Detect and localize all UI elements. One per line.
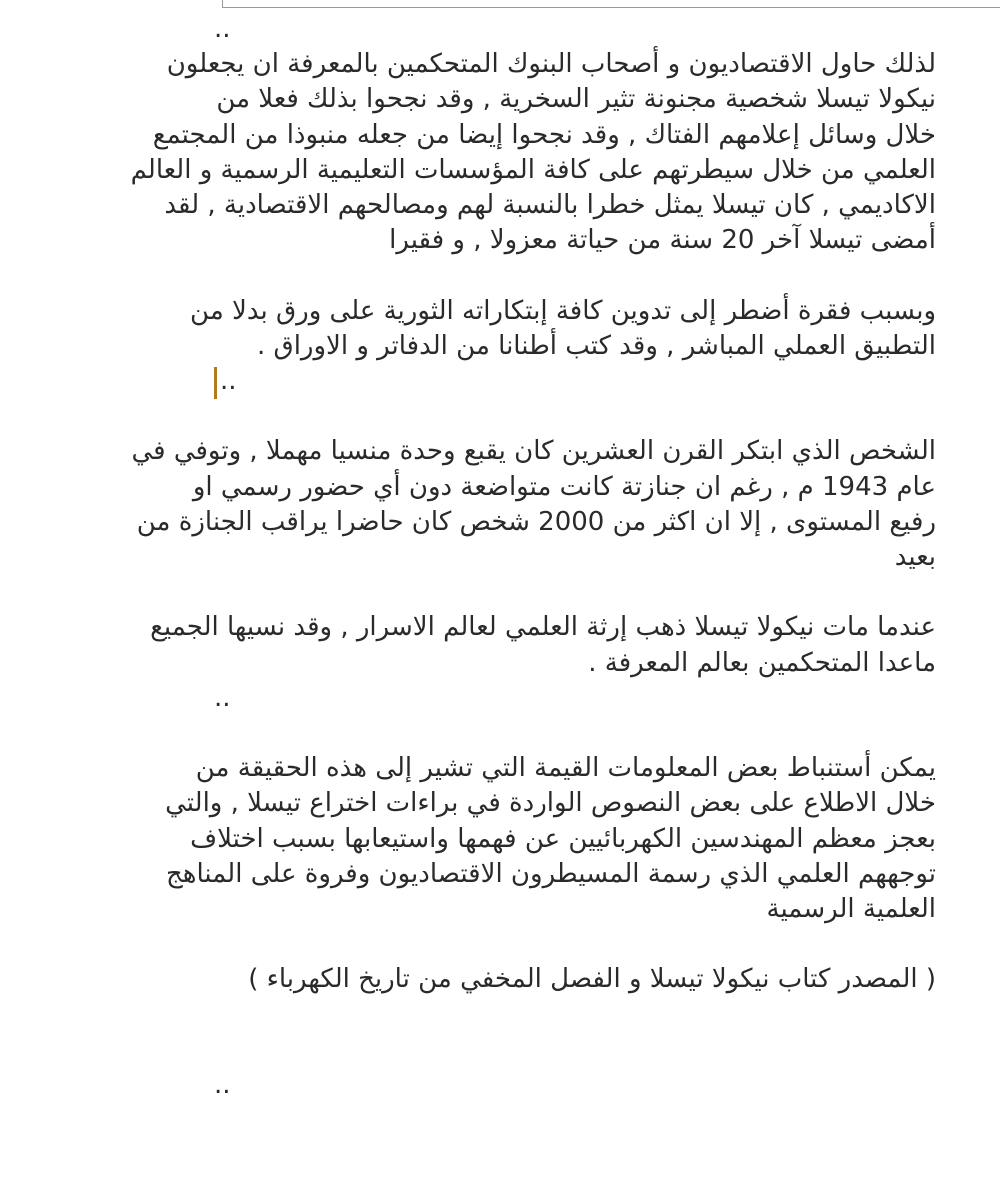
paragraph-3: الشخص الذي ابتكر القرن العشرين كان يقبع وحدة منسيا مهملا , وتوفي في عام 1943 م , رغم ان جنازتة كانت متواضعة دون أي حضور رسمي او رفيع المستوى , إلا ان اكثر من 2000 شخص كان حاضرا يراقب الجنازة من بعيد [131,436,936,572]
source-line: ( المصدر كتاب نيكولا تيسلا و الفصل المخفي من تاريخ الكهرباء ) [248,964,936,995]
paragraph-5: يمكن أستنباط بعض المعلومات القيمة التي تشير إلى هذه الحقيقة من خلال الاطلاع على بعض النصوص الواردة في براءات اختراع تيسلا , والتي بعجز معظم المهندسين الكهربائيين عن فهمها واستيعابها بسبب اختلاف توجههم العلمي الذي رسمة المسيطرون الاقتصاديون وفروة على المناهج العلمية الرسمية [165,753,936,924]
separator-dots: .. [220,366,237,396]
blank-line [64,258,936,293]
blank-line [64,575,936,610]
separator-dots-top: .. [214,14,231,44]
text-editor[interactable] [64,12,936,1103]
top-input-frame [222,0,1000,8]
separator-dots-middle: .. [214,682,231,713]
paragraph-2: وبسبب فقرة أضطر إلى تدوين كافة إبتكاراته الثورية على ورق بدلا من التطبيق العملي المباشر , وقد كتب أطنانا من الدفاتر و الاوراق . [190,295,936,361]
paragraph-4: عندما مات نيكولا تيسلا ذهب إرثة العلمي لعالم الاسرار , وقد نسيها الجميع ماعدا المتحكمين بعالم المعرفة . [150,612,936,678]
paragraph-1: لذلك حاول الاقتصاديون و أصحاب البنوك المتحكمين بالمعرفة ان يجعلون نيكولا تيسلا شخصية مجنونة تثير السخرية , وقد نجحوا بذلك فعلا من خلال وسائل إعلامهم الفتاك , وقد نجحوا إيضا من جعله منبوذا من المجتمع العلمي من خلال سيطرتهم على كافة المؤسسات التعليمية الرسمية و العالم الاكاديمي , كان تيسلا يمثل خطرا بالنسبة لهم ومصالحهم الاقتصادية , لقد أمضى تيسلا آخر 20 سنة من حياتة معزولا , و فقيرا [130,49,936,256]
blank-line [64,927,936,962]
blank-line [64,1033,936,1068]
separator-dots-bottom: .. [214,1069,231,1100]
text-cursor [214,367,217,399]
blank-line [64,716,936,751]
blank-line [64,399,936,434]
blank-line [64,998,936,1033]
separator-dots-cursor-line[interactable] [64,364,936,399]
